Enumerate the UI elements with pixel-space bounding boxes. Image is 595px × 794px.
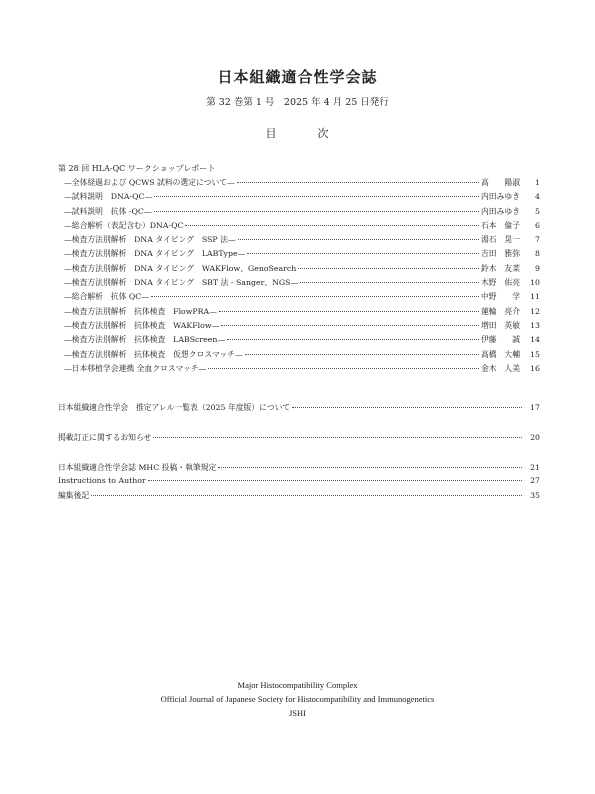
- entry-page: 6: [535, 220, 540, 230]
- entry-title: —全体経過および QCWS 試料の選定について—: [64, 178, 235, 187]
- entry-title: Instructions to Author: [58, 476, 146, 485]
- toc-entry[interactable]: [58, 306, 540, 320]
- entry-author: 増田 英敏: [481, 320, 520, 330]
- leader-dots: [148, 479, 522, 481]
- toc-entry-standalone[interactable]: [58, 432, 540, 446]
- entry-page: 8: [535, 249, 540, 259]
- leader-dots: [300, 281, 479, 283]
- toc-heading-char-2: 次: [317, 127, 330, 140]
- toc-entry-standalone[interactable]: [58, 462, 540, 476]
- entry-page: 1: [535, 178, 540, 187]
- toc-heading-char-1: 目: [265, 127, 278, 140]
- toc-entry-standalone[interactable]: [58, 402, 540, 416]
- entry-author: 石本 倫子: [481, 220, 520, 230]
- entry-title: —総合解析（表記含む）DNA-QC: [64, 220, 184, 230]
- entry-title: —検査方法別解析 抗体検査 FlowPRA—: [64, 306, 217, 316]
- toc-entry[interactable]: [58, 248, 540, 262]
- toc-entry[interactable]: [58, 234, 540, 248]
- entry-title: 編集後記: [58, 491, 90, 500]
- toc-entry-standalone[interactable]: [58, 476, 540, 490]
- toc-entry[interactable]: [58, 363, 540, 377]
- journal-title: 日本組織適合性学会誌: [217, 68, 378, 86]
- entry-page: 5: [535, 206, 540, 216]
- leader-dots: [154, 195, 479, 197]
- toc-entry[interactable]: [58, 206, 540, 220]
- toc-entry[interactable]: [58, 291, 540, 305]
- toc-entry[interactable]: [58, 191, 540, 205]
- leader-dots: [151, 295, 479, 297]
- entry-title: 掲載訂正に関するお知らせ: [58, 433, 152, 442]
- leader-dots: [237, 181, 479, 183]
- leader-dots: [238, 238, 479, 240]
- entry-author: 鈴木 友菜: [481, 263, 520, 273]
- leader-dots: [247, 252, 479, 254]
- entry-title: —日本移植学会連携 全血クロスマッチ—: [64, 363, 207, 373]
- toc-entry[interactable]: [58, 263, 540, 277]
- toc-entry[interactable]: [58, 320, 540, 334]
- leader-dots: [185, 224, 479, 226]
- footer-line-1: Major Histocompatibility Complex: [237, 680, 358, 690]
- entry-page: 12: [530, 306, 540, 316]
- entry-page: 13: [530, 320, 540, 330]
- toc-entry[interactable]: [58, 177, 540, 191]
- footer-line-2: Official Journal of Japanese Society for Histocompatibility and Immunogenetics: [160, 694, 435, 704]
- entry-title: 日本組織適合性学会誌 MHC 投稿・執筆規定: [58, 463, 217, 472]
- entry-title: 日本組織適合性学会 推定アレル一覧表（2025 年度版）について: [58, 403, 291, 412]
- leader-dots: [91, 494, 522, 496]
- entry-author: 内田みゆき: [481, 206, 520, 216]
- issue-info: 第 32 巻第 1 号 2025 年 4 月 25 日発行: [206, 97, 389, 108]
- leader-dots: [219, 310, 479, 312]
- toc-entry[interactable]: [58, 334, 540, 348]
- entry-author: 金木 人美: [481, 363, 520, 373]
- entry-page: 17: [530, 403, 540, 412]
- section-title: 第 28 回 HLA-QC ワークショップレポート: [58, 164, 216, 173]
- entry-author: 木野 佑亮: [481, 278, 520, 288]
- toc-entry-standalone[interactable]: [58, 490, 540, 504]
- entry-page: 35: [530, 491, 540, 500]
- leader-dots: [154, 210, 479, 212]
- entry-author: 内田みゆき: [481, 192, 520, 202]
- entry-title: —検査方法別解析 DNA タイピング LABType—: [64, 249, 246, 259]
- toc-entry[interactable]: [58, 349, 540, 363]
- entry-page: 4: [535, 192, 540, 202]
- entry-title: —検査方法別解析 抗体検査 WAKFlow—: [64, 320, 220, 330]
- leader-dots: [153, 436, 522, 438]
- entry-title: —検査方法別解析 抗体検査 仮想クロスマッチ—: [64, 349, 243, 359]
- entry-title: —検査方法別解析 DNA タイピング SSP 法—: [64, 235, 236, 245]
- entry-page: 11: [530, 292, 540, 302]
- entry-title: —総合解析 抗体 QC—: [64, 292, 150, 302]
- entry-title: —検査方法別解析 抗体検査 LABScreen—: [64, 335, 226, 345]
- entry-page: 20: [530, 433, 540, 442]
- leader-dots: [292, 406, 522, 408]
- entry-title: —試料説明 抗体 -QC—: [64, 206, 152, 216]
- entry-author: 蓮輪 亮介: [481, 306, 520, 316]
- entry-title: —検査方法別解析 DNA タイピング WAKFlow、GenoSearch: [64, 263, 297, 273]
- entry-author: 湯石 晃一: [481, 235, 520, 245]
- entry-author: 伊藤 誠: [481, 335, 520, 345]
- leader-dots: [227, 338, 479, 340]
- leader-dots: [298, 267, 479, 269]
- entry-page: 10: [530, 278, 540, 288]
- entry-title: —試料説明 DNA-QC—: [64, 192, 153, 202]
- section-entries: [58, 177, 540, 377]
- toc-entry[interactable]: [58, 220, 540, 234]
- entry-page: 7: [535, 235, 540, 245]
- entry-page: 15: [530, 349, 540, 359]
- entry-page: 16: [530, 363, 540, 373]
- toc-entry[interactable]: [58, 277, 540, 291]
- leader-dots: [245, 353, 479, 355]
- entry-title: —検査方法別解析 DNA タイピング SBT 法 - Sanger、NGS—: [64, 278, 299, 288]
- leader-dots: [221, 324, 479, 326]
- leader-dots: [218, 466, 522, 468]
- footer-line-3: JSHI: [288, 708, 306, 718]
- entry-author: 吉田 雅弥: [481, 249, 520, 259]
- entry-page: 14: [530, 335, 540, 345]
- entry-page: 9: [535, 263, 540, 273]
- entry-page: 21: [530, 463, 540, 472]
- entry-page: 27: [530, 476, 540, 485]
- entry-author: 高 陽淑: [481, 178, 520, 187]
- leader-dots: [208, 367, 479, 369]
- entry-author: 中野 学: [481, 292, 520, 302]
- entry-author: 高橋 大輔: [481, 349, 520, 359]
- journal-footer: [0, 678, 595, 720]
- toc-heading: [0, 125, 595, 141]
